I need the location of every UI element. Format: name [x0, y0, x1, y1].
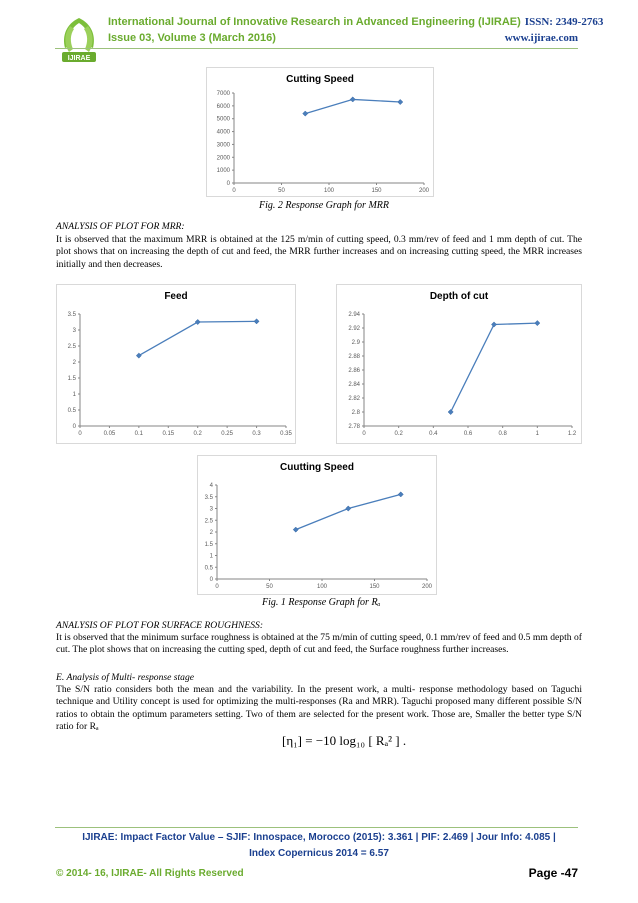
y-tick-label: 1.5: [204, 541, 213, 548]
chart-frame: [337, 285, 582, 444]
chart-frame: [207, 68, 434, 197]
impact-factor-line: IJIRAE: Impact Factor Value – SJIF: Innospace, Morocco (2015): 3.361 | PIF: 2.469 | Jour Info: 4.085 |: [82, 832, 556, 843]
chart-title: Cutting Speed: [286, 74, 354, 85]
y-tick-label: 2.92: [348, 326, 360, 332]
y-tick-label: 1: [72, 392, 76, 398]
mrr-heading: ANALYSIS OF PLOT FOR MRR:: [56, 221, 185, 232]
x-tick-label: 0: [362, 431, 366, 437]
x-tick-label: 0.4: [429, 431, 438, 437]
x-tick-label: 0.2: [193, 431, 202, 437]
x-tick-label: 0.25: [221, 431, 233, 437]
ra-cutting-speed-chart: [197, 455, 437, 595]
y-tick-label: 1000: [216, 168, 230, 175]
x-tick-label: 100: [316, 584, 328, 590]
fig1-caption: Fig. 1 Response Graph for Rₐ: [262, 597, 381, 608]
y-tick-label: 4: [209, 483, 213, 489]
sr-paragraph: It is observed that the minimum surface roughness is obtained at the 75 m/min of cutting speed, 0.1 mm/rev of feed and 0.5 mm depth of cut. The plot shows that on increasing the cutting sped, depth of cut and feed, the Surface roughness further increases.: [56, 632, 582, 656]
x-tick-label: 0.05: [103, 431, 116, 437]
y-tick-label: 2: [72, 360, 76, 366]
y-tick-label: 2.78: [348, 424, 360, 430]
y-tick-label: 2.82: [348, 396, 360, 402]
x-tick-label: 200: [421, 584, 433, 590]
y-tick-label: 2.5: [67, 344, 76, 350]
multi-paragraph: The S/N ratio considers both the mean and the variability. In the present work, a multi- response methodology based on Taguchi technique and Utility concept is used for optimizing the multi-responses (Ra and MRR). Taguchi proposed many different possible S/N ratios to obtain the optimum parameters setting. Two of them are selected for the present work. Those are, Smaller the better type S/N ratio for Rₐ: [56, 684, 582, 733]
chart-title: Depth of cut: [429, 291, 489, 302]
journal-name: International Journal of Innovative Research in Advanced Engineering (IJIRAE): [108, 16, 521, 28]
y-tick-label: 0: [209, 577, 213, 583]
y-tick-label: 3: [209, 506, 213, 513]
y-tick-label: 2.86: [348, 368, 360, 374]
y-tick-label: 3.5: [67, 312, 76, 318]
y-tick-label: 2.8: [351, 410, 360, 416]
x-tick-label: 100: [323, 188, 335, 194]
chart-title: Cuutting Speed: [280, 462, 354, 473]
ra-depth-of-cut-chart: [336, 284, 582, 444]
journal-title: [108, 16, 603, 28]
mrr-paragraph: It is observed that the maximum MRR is obtained at the 125 m/min of cutting speed, 0.3 mm/rev of feed and 1 mm depth of cut. The plot shows that on increasing the depth of cut and feed, the MRR further increases and on increasing cutting speed, the MRR increases initially and then decreases.: [56, 234, 582, 270]
x-tick-label: 1.2: [567, 431, 577, 437]
page-number: Page -47: [528, 866, 578, 880]
x-tick-label: 0.6: [463, 431, 473, 437]
y-tick-label: 0: [72, 424, 76, 430]
y-tick-label: 1: [209, 553, 213, 560]
x-tick-label: 0.35: [280, 431, 292, 437]
header-divider: [55, 48, 578, 49]
x-tick-label: 0: [78, 431, 82, 437]
y-tick-label: 3000: [216, 142, 230, 149]
y-tick-label: 6000: [216, 103, 230, 110]
x-tick-label: 0: [215, 584, 219, 590]
x-tick-label: 0.2: [394, 431, 403, 437]
multi-heading: E. Analysis of Multi- response stage: [56, 672, 195, 683]
mrr-cutting-speed-chart: [206, 67, 434, 197]
x-tick-label: 50: [278, 188, 285, 194]
y-tick-label: 2.94: [348, 312, 360, 318]
fig2-caption: Fig. 2 Response Graph for MRR: [259, 200, 389, 211]
y-tick-label: 2: [209, 530, 213, 536]
y-tick-label: 7000: [216, 91, 230, 97]
copyright: © 2014- 16, IJIRAE- All Rights Reserved: [56, 868, 244, 879]
ra-feed-chart: [56, 284, 296, 444]
y-tick-label: 2.5: [204, 518, 213, 525]
sr-heading: ANALYSIS OF PLOT FOR SURFACE ROUGHNESS:: [56, 620, 264, 631]
y-tick-label: 4000: [216, 129, 230, 136]
chart-frame: [57, 285, 296, 444]
chart-title: Feed: [164, 291, 188, 302]
x-tick-label: 150: [369, 584, 380, 590]
sn-equation: [η₁] = −10 log₁₀ [ Rₐ² ] .: [282, 733, 407, 748]
x-tick-label: 150: [371, 188, 382, 194]
journal-logo: [56, 14, 102, 64]
chart-frame: [198, 456, 437, 595]
x-tick-label: 0.15: [162, 431, 175, 437]
y-tick-label: 0.5: [204, 565, 213, 572]
x-tick-label: 1: [535, 431, 540, 437]
issn: ISSN: 2349-2763: [524, 16, 604, 28]
issue-info: Issue 03, Volume 3 (March 2016): [108, 32, 276, 44]
y-tick-label: 2.84: [348, 382, 360, 388]
svg-text:IJIRAE: IJIRAE: [67, 55, 91, 62]
y-tick-label: 2000: [216, 155, 230, 162]
y-tick-label: 2.9: [351, 340, 360, 346]
x-tick-label: 200: [418, 188, 430, 194]
x-tick-label: 0.3: [252, 431, 261, 437]
x-tick-label: 0: [232, 188, 236, 194]
y-tick-label: 3.5: [204, 494, 213, 501]
y-tick-label: 1.5: [67, 376, 76, 382]
x-tick-label: 50: [266, 584, 273, 590]
y-tick-label: 3: [72, 328, 76, 334]
footer-divider: [55, 827, 578, 828]
index-copernicus-line: Index Copernicus 2014 = 6.57: [249, 848, 389, 859]
y-tick-label: 0.5: [67, 408, 76, 414]
y-tick-label: 5000: [216, 116, 230, 123]
x-tick-label: 0.8: [498, 431, 507, 437]
y-tick-label: 0: [226, 181, 230, 187]
journal-url[interactable]: www.ijirae.com: [504, 32, 578, 44]
x-tick-label: 0.1: [134, 431, 144, 437]
y-tick-label: 2.88: [348, 354, 360, 360]
